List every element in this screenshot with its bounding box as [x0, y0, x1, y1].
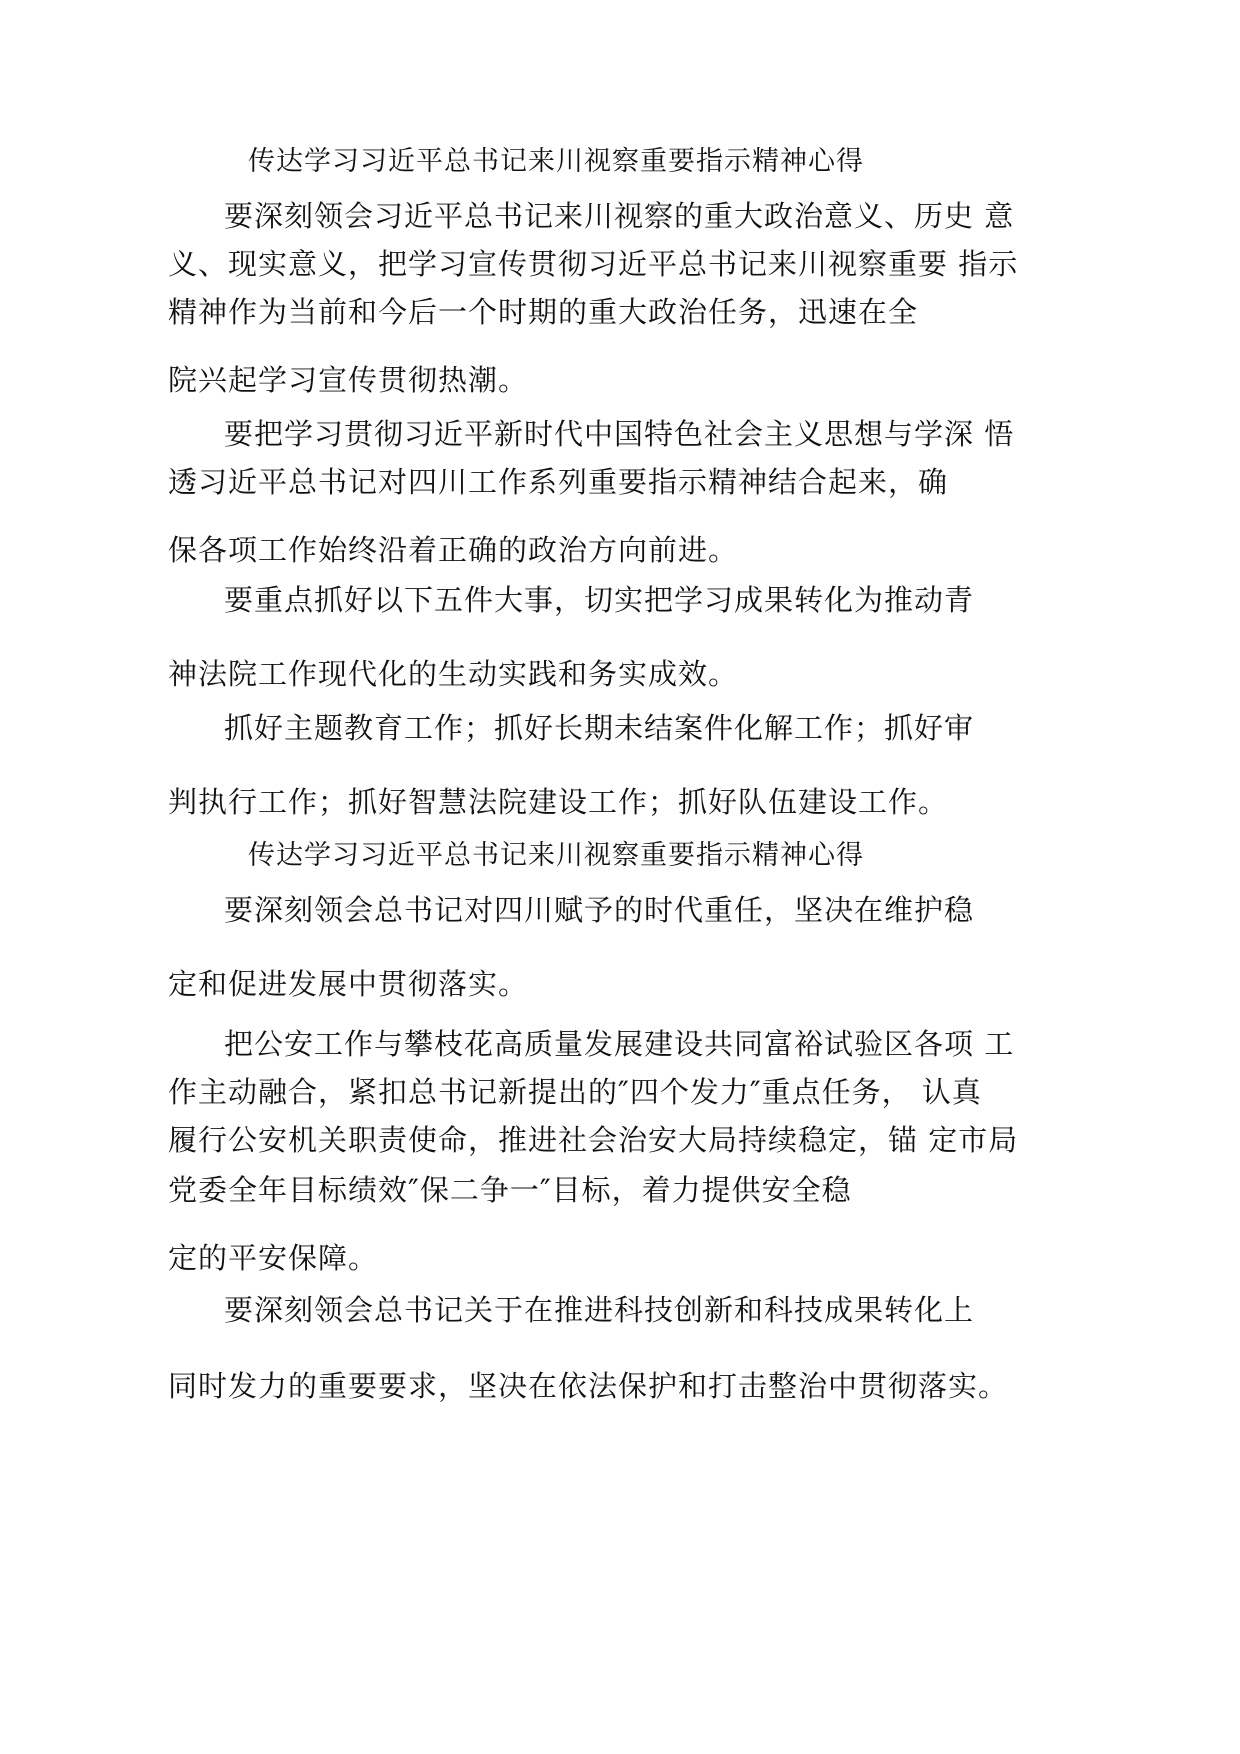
section-2-title: 传达学习习近平总书记来川视察重要指示精神心得 — [248, 840, 864, 871]
s1-p2-line-2: 透习近平总书记对四川工作系列重要指示精神结合起来，确 — [168, 465, 949, 499]
s1-p1-line-3: 精神作为当前和今后一个时期的重大政治任务，迅速在全 — [168, 295, 919, 329]
s1-p4-line-2: 判执行工作；抓好智慧法院建设工作；抓好队伍建设工作。 — [168, 785, 949, 819]
s1-p1-line-2: 义、现实意义，把学习宣传贯彻习近平总书记来川视察重要 指示 — [168, 247, 1019, 281]
s1-p3-line-1: 要重点抓好以下五件大事，切实把学习成果转化为推动青 — [224, 583, 975, 617]
s2-p2-line-1: 把公安工作与攀枝花高质量发展建设共同富裕试验区各项 工 — [224, 1027, 1015, 1061]
s2-p2-line-4: 党委全年目标绩效″保二争一″目标，着力提供安全稳 — [168, 1173, 852, 1207]
s2-p1-line-1: 要深刻领会总书记对四川赋予的时代重任，坚决在维护稳 — [224, 893, 975, 927]
s2-p3-line-1: 要深刻领会总书记关于在推进科技创新和科技成果转化上 — [224, 1293, 975, 1327]
s1-p1-line-1: 要深刻领会习近平总书记来川视察的重大政治意义、历史 意 — [224, 199, 1015, 233]
s1-p3-line-2: 神法院工作现代化的生动实践和务实成效。 — [168, 657, 739, 691]
s1-p2-line-3: 保各项工作始终沿着正确的政治方向前进。 — [168, 533, 739, 567]
s1-p4-line-1: 抓好主题教育工作；抓好长期未结案件化解工作；抓好审 — [224, 711, 975, 745]
s2-p2-line-3: 履行公安机关职责使命，推进社会治安大局持续稳定，锚 定市局 — [168, 1123, 1019, 1157]
s2-p2-line-5: 定的平安保障。 — [168, 1241, 379, 1275]
s1-p1-line-4: 院兴起学习宣传贯彻热潮。 — [168, 363, 529, 397]
s1-p2-line-1: 要把学习贯彻习近平新时代中国特色社会主义思想与学深 悟 — [224, 417, 1015, 451]
s2-p2-line-2: 作主动融合，紧扣总书记新提出的″四个发力″重点任务， 认真 — [168, 1075, 982, 1109]
s2-p3-line-2: 同时发力的重要要求，坚决在依法保护和打击整治中贯彻落实。 — [168, 1369, 1009, 1403]
s2-p1-line-2: 定和促进发展中贯彻落实。 — [168, 967, 529, 1001]
section-1-title: 传达学习习近平总书记来川视察重要指示精神心得 — [248, 146, 864, 177]
